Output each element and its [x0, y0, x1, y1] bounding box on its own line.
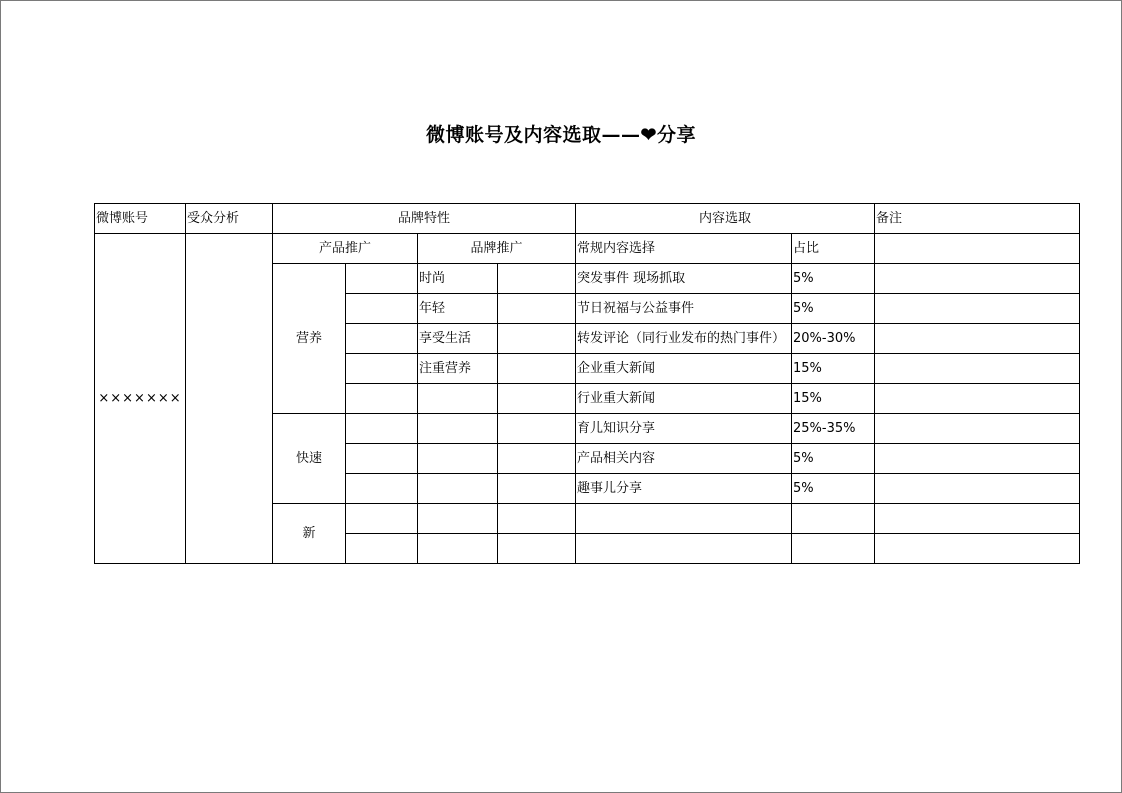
ratio-value: 5%: [792, 294, 875, 324]
empty-cell: [418, 534, 498, 564]
header-audience-analysis: 受众分析: [186, 204, 273, 234]
brand-item: 年轻: [418, 294, 498, 324]
empty-cell: [498, 414, 576, 444]
remarks-cell: [875, 354, 1080, 384]
empty-cell: [346, 504, 418, 534]
empty-cell: [498, 474, 576, 504]
empty-cell: [576, 534, 792, 564]
header-content-selection: 内容选取: [576, 204, 875, 234]
empty-cell: [498, 354, 576, 384]
ratio-value: 20%-30%: [792, 324, 875, 354]
remarks-cell: [875, 504, 1080, 534]
content-plan-table: [94, 203, 1080, 564]
empty-cell: [498, 324, 576, 354]
empty-cell: [346, 264, 418, 294]
header-weibo-account: 微博账号: [95, 204, 186, 234]
remarks-cell: [875, 294, 1080, 324]
subheader-product-promotion: 产品推广: [273, 234, 418, 264]
content-item: 育儿知识分享: [576, 414, 792, 444]
remarks-cell: [875, 264, 1080, 294]
empty-cell: [498, 294, 576, 324]
product-group-fast: 快速: [273, 414, 346, 504]
empty-cell: [418, 384, 498, 414]
header-brand-traits: 品牌特性: [273, 204, 576, 234]
ratio-value: 5%: [792, 264, 875, 294]
header-row: [95, 204, 1080, 234]
empty-cell: [346, 534, 418, 564]
header-remarks: 备注: [875, 204, 1080, 234]
subheader-row: [95, 234, 1080, 264]
empty-cell: [346, 444, 418, 474]
remarks-cell: [875, 474, 1080, 504]
remarks-cell: [875, 534, 1080, 564]
remarks-cell: [875, 234, 1080, 264]
brand-item: 时尚: [418, 264, 498, 294]
empty-cell: [418, 504, 498, 534]
ratio-value: 25%-35%: [792, 414, 875, 444]
content-item: 产品相关内容: [576, 444, 792, 474]
empty-cell: [418, 414, 498, 444]
empty-cell: [792, 504, 875, 534]
product-group-new: 新: [273, 504, 346, 564]
empty-cell: [418, 444, 498, 474]
ratio-value: 5%: [792, 474, 875, 504]
ratio-value: 5%: [792, 444, 875, 474]
empty-cell: [498, 264, 576, 294]
empty-cell: [418, 474, 498, 504]
content-item: 突发事件 现场抓取: [576, 264, 792, 294]
empty-cell: [498, 504, 576, 534]
remarks-cell: [875, 384, 1080, 414]
content-item: 趣事儿分享: [576, 474, 792, 504]
empty-cell: [498, 534, 576, 564]
remarks-cell: [875, 414, 1080, 444]
empty-cell: [576, 504, 792, 534]
brand-item: 享受生活: [418, 324, 498, 354]
weibo-account-value: ×××××××: [95, 234, 186, 564]
empty-cell: [346, 384, 418, 414]
content-item: 转发评论（同行业发布的热门事件）: [576, 324, 792, 354]
remarks-cell: [875, 324, 1080, 354]
empty-cell: [346, 294, 418, 324]
content-item: 行业重大新闻: [576, 384, 792, 414]
empty-cell: [498, 384, 576, 414]
empty-cell: [498, 444, 576, 474]
remarks-cell: [875, 444, 1080, 474]
subheader-brand-promotion: 品牌推广: [418, 234, 576, 264]
empty-cell: [346, 354, 418, 384]
empty-cell: [346, 414, 418, 444]
ratio-value: 15%: [792, 354, 875, 384]
empty-cell: [346, 474, 418, 504]
empty-cell: [346, 324, 418, 354]
brand-item: 注重营养: [418, 354, 498, 384]
content-item: 节日祝福与公益事件: [576, 294, 792, 324]
subheader-ratio: 占比: [792, 234, 875, 264]
product-group-nutrition: 营养: [273, 264, 346, 414]
audience-analysis-cell: [186, 234, 273, 564]
ratio-value: 15%: [792, 384, 875, 414]
empty-cell: [792, 534, 875, 564]
content-item: 企业重大新闻: [576, 354, 792, 384]
subheader-regular-content: 常规内容选择: [576, 234, 792, 264]
document-title: 微博账号及内容选取——❤分享: [426, 124, 696, 146]
